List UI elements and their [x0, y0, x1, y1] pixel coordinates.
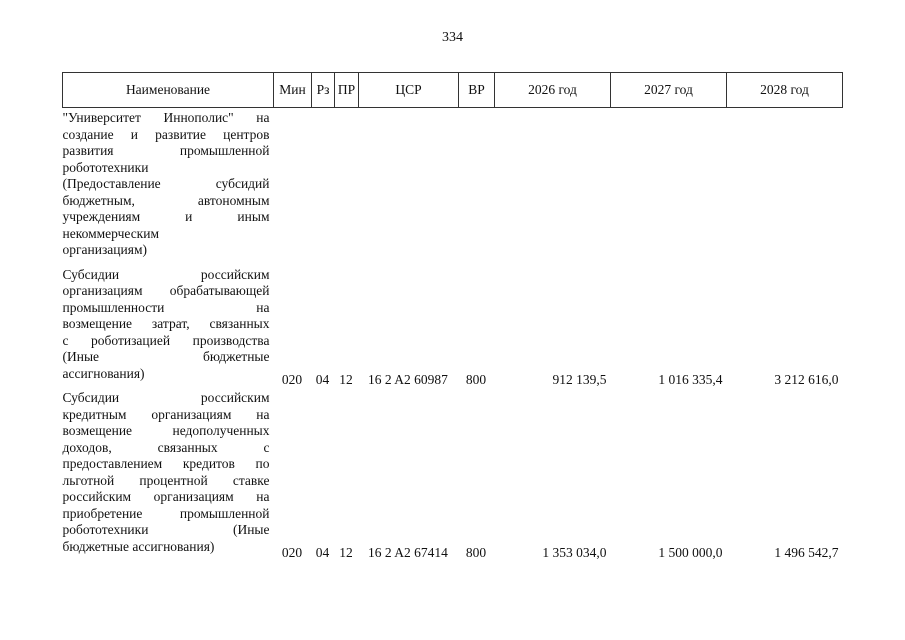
header-min: Мин	[274, 73, 312, 108]
cell-min: 020	[281, 371, 303, 387]
row-name-line: доходов, связанных с	[62, 439, 270, 455]
table-row	[63, 108, 843, 265]
page-number: 334	[442, 30, 463, 45]
header-csr: ЦСР	[359, 73, 459, 108]
row-name-line: возмещение недополученных	[62, 423, 270, 438]
cell-csr: 16 2 A2 67414	[368, 544, 448, 560]
header-name: Наименование	[63, 73, 274, 108]
row-name-line: приобретение промышленной	[62, 505, 270, 521]
row-name-line: Субсидии российским	[62, 390, 270, 405]
cell-pr	[335, 108, 359, 265]
header-pr: ПР	[335, 73, 359, 108]
cell-vr: 800	[465, 371, 487, 387]
table-header-row	[63, 73, 843, 108]
table-row	[63, 388, 843, 561]
row-name-line: льготной процентной ставке	[62, 472, 270, 488]
table-row	[63, 265, 843, 389]
row-name-line: "Университет Иннополис" на	[62, 110, 270, 125]
cell-2027	[611, 108, 727, 265]
cell-rz: 04	[315, 544, 330, 560]
row-name-line: (Предоставление субсидий	[62, 176, 270, 191]
cell-rz	[312, 108, 335, 265]
cell-min	[274, 108, 312, 265]
cell-rz: 04	[315, 371, 330, 387]
cell-2026: 1 353 034,0	[542, 544, 607, 560]
header-2028: 2028 год	[727, 73, 843, 108]
cell-2027: 1 016 335,4	[658, 371, 723, 387]
cell-csr: 16 2 A2 60987	[368, 371, 448, 387]
row-name-line: организациям обрабатывающей	[62, 283, 270, 298]
row-name-line: развития промышленной	[62, 143, 270, 158]
row-name	[63, 108, 274, 265]
cell-2028: 1 496 542,7	[774, 544, 839, 560]
row-name-line: бюджетные ассигнования)	[62, 538, 215, 554]
cell-2026: 912 139,5	[552, 371, 607, 387]
row-name-line: промышленности на	[62, 299, 270, 315]
row-name	[63, 388, 274, 561]
row-name-line: кредитным организациям на	[62, 406, 270, 422]
header-2027: 2027 год	[611, 73, 727, 108]
cell-2028: 3 212 616,0	[774, 371, 839, 387]
row-name-line: с роботизацией производства	[62, 332, 270, 348]
row-name-line: Субсидии российским	[62, 266, 270, 282]
cell-pr: 12	[339, 371, 353, 387]
row-name-line: организациям)	[62, 242, 148, 257]
row-name-line: (Иные бюджетные	[62, 349, 270, 364]
header-rz: Рз	[312, 73, 335, 108]
cell-2027: 1 500 000,0	[658, 544, 723, 560]
row-name-line: ассигнования)	[62, 365, 145, 381]
cell-vr	[459, 108, 495, 265]
row-name-line: возмещение затрат, связанных	[62, 316, 270, 331]
row-name-line: учреждениям и иным	[62, 209, 270, 224]
cell-pr: 12	[339, 544, 353, 560]
header-2026: 2026 год	[495, 73, 611, 108]
row-name	[63, 265, 274, 389]
cell-csr	[359, 108, 459, 265]
row-name-line: робототехники (Иные	[62, 522, 270, 537]
row-name-line: бюджетным, автономным	[62, 192, 270, 208]
row-name-line: робототехники	[62, 159, 149, 175]
header-vr: ВР	[459, 73, 495, 108]
row-name-line: создание и развитие центров	[62, 126, 270, 142]
row-name-line: российским организациям на	[62, 489, 270, 504]
cell-2026	[495, 108, 611, 265]
row-name-line: предоставлением кредитов по	[62, 456, 270, 471]
cell-2028	[727, 108, 843, 265]
cell-vr: 800	[465, 544, 487, 560]
row-name-line: некоммерческим	[62, 225, 160, 241]
cell-min: 020	[281, 544, 303, 560]
budget-table	[62, 72, 843, 561]
